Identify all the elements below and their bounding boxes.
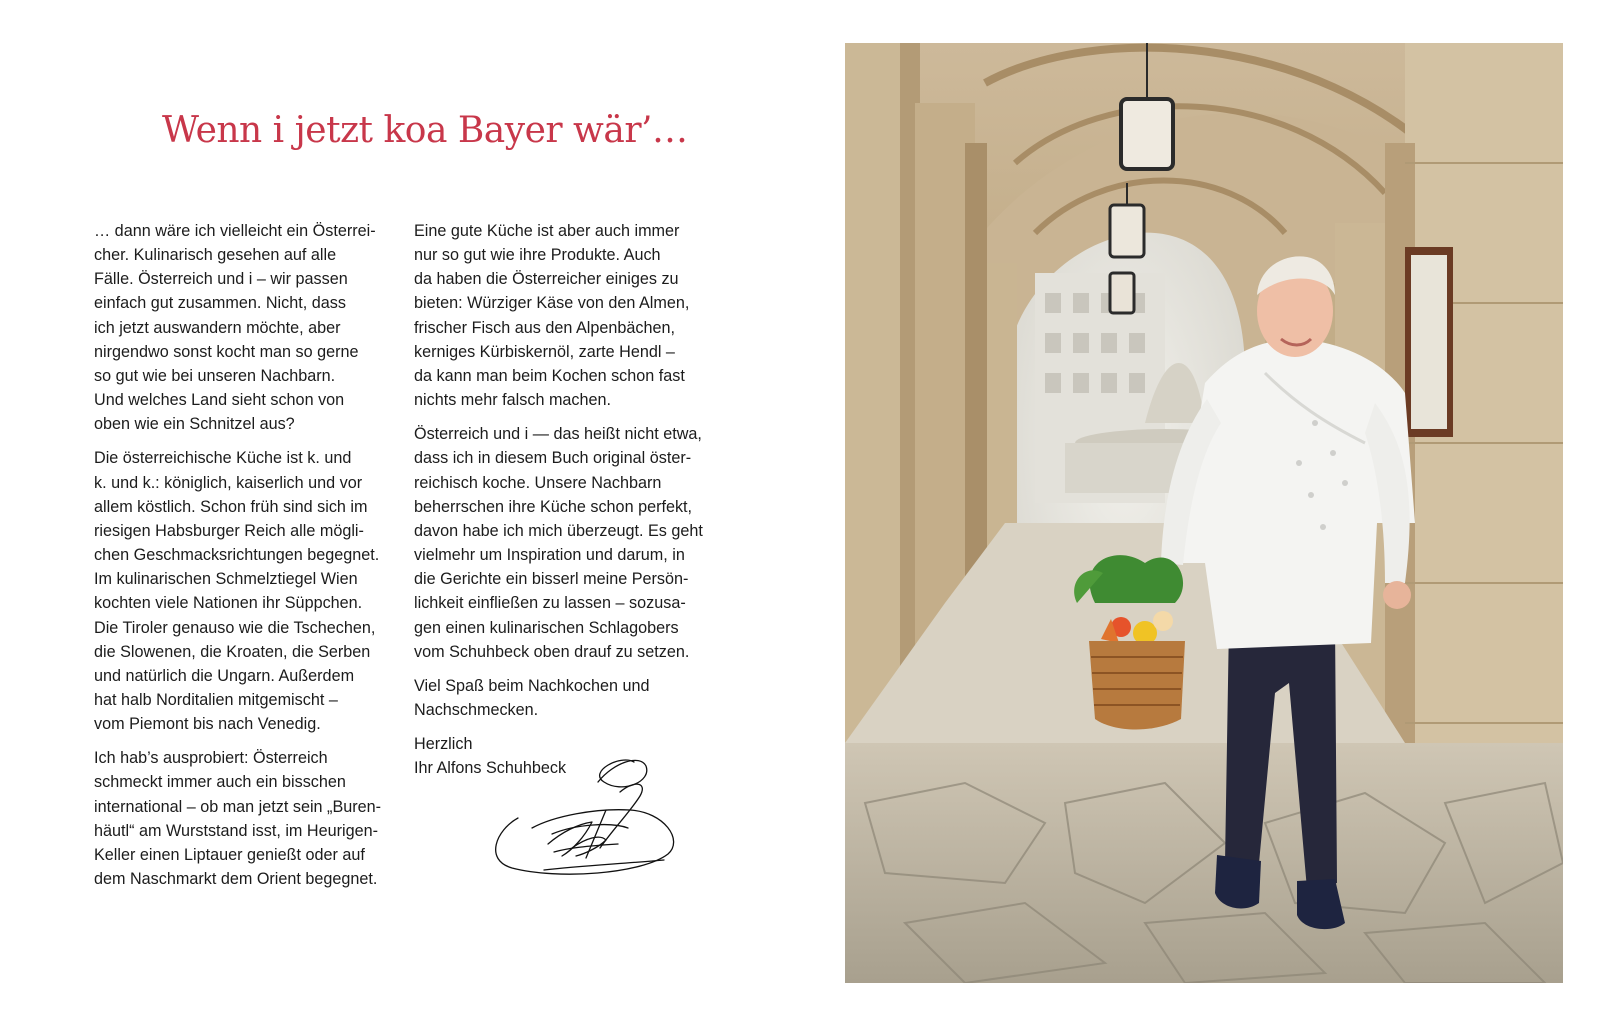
text-line: da haben die Österreicher einiges zu xyxy=(414,270,679,289)
text-line: Herzlich xyxy=(414,735,473,754)
text-line: nichts mehr falsch machen. xyxy=(414,391,612,410)
text-line: ich jetzt auswandern möchte, aber xyxy=(94,318,341,337)
text-line: Und welches Land sieht schon von xyxy=(94,391,345,410)
text-line: nirgendwo sonst kocht man so gerne xyxy=(94,342,359,361)
text-line: davon habe ich mich überzeugt. Es geht xyxy=(414,521,703,540)
text-line: Die österreichische Küche ist k. und xyxy=(94,449,352,468)
text-line: bieten: Würziger Käse von den Almen, xyxy=(414,294,690,313)
text-line: kerniges Kürbiskernöl, zarte Hendl – xyxy=(414,342,675,361)
text-line: kochten viele Nationen ihr Süppchen. xyxy=(94,594,363,613)
text-line: gen einen kulinarischen Schlagobers xyxy=(414,618,679,637)
page-title: Wenn i jetzt koa Bayer wär’… xyxy=(162,110,688,151)
text-column-left xyxy=(94,219,394,901)
text-line: da kann man beim Kochen schon fast xyxy=(414,366,685,385)
paragraph xyxy=(94,219,394,436)
paragraph xyxy=(414,219,714,412)
text-line: nur so gut wie ihre Produkte. Auch xyxy=(414,246,661,265)
text-line: oben wie ein Schnitzel aus? xyxy=(94,415,295,434)
text-line: riesigen Habsburger Reich alle mögli- xyxy=(94,521,364,540)
text-line: Viel Spaß beim Nachkochen und xyxy=(414,676,650,695)
text-line: Eine gute Küche ist aber auch immer xyxy=(414,222,680,240)
text-line: Ich hab’s ausprobiert: Österreich xyxy=(94,749,328,768)
text-line: Fälle. Österreich und i – wir passen xyxy=(94,270,348,289)
text-line: Nachschmecken. xyxy=(414,700,539,719)
text-line: Die Tiroler genauso wie die Tschechen, xyxy=(94,618,376,637)
text-line: frischer Fisch aus den Alpenbächen, xyxy=(414,318,675,337)
chef-photo xyxy=(845,43,1563,983)
text-line: hat halb Norditalien mitgemischt – xyxy=(94,690,338,709)
text-line: dem Naschmarkt dem Orient begegnet. xyxy=(94,870,378,889)
text-line: häutl“ am Wurststand isst, im Heurigen- xyxy=(94,821,378,840)
text-column-right xyxy=(414,219,714,790)
paragraph xyxy=(94,446,394,736)
text-line: international – ob man jetzt sein „Buren- xyxy=(94,797,382,816)
signature-icon xyxy=(488,752,694,877)
paragraph xyxy=(94,746,394,891)
text-line: vom Piemont bis nach Venedig. xyxy=(94,715,321,734)
text-line: Ihr Alfons Schuhbeck xyxy=(414,759,567,778)
text-line: Im kulinarischen Schmelztiegel Wien xyxy=(94,570,358,589)
paragraph xyxy=(414,422,714,664)
text-line: beherrschen ihre Küche schon perfekt, xyxy=(414,497,693,516)
text-line: allem köstlich. Schon früh sind sich im xyxy=(94,497,368,516)
text-line: Österreich und i — das heißt nicht etwa, xyxy=(414,425,702,444)
paragraph xyxy=(414,674,714,722)
photo-icon xyxy=(845,43,1563,983)
text-line: Keller einen Liptauer genießt oder auf xyxy=(94,845,365,864)
text-line: so gut wie bei unseren Nachbarn. xyxy=(94,366,336,385)
text-line: chen Geschmacksrichtungen begegnet. xyxy=(94,546,380,565)
text-line: … dann wäre ich vielleicht ein Österrei- xyxy=(94,222,376,240)
text-line: die Slowenen, die Kroaten, die Serben xyxy=(94,642,371,661)
text-line: schmeckt immer auch ein bisschen xyxy=(94,773,346,792)
text-line: einfach gut zusammen. Nicht, dass xyxy=(94,294,346,313)
text-line: die Gerichte ein bisserl meine Persön- xyxy=(414,570,689,589)
text-line: cher. Kulinarisch gesehen auf alle xyxy=(94,246,337,265)
text-line: k. und k.: königlich, kaiserlich und vor xyxy=(94,473,363,492)
text-line: lichkeit einfließen zu lassen – sozusa- xyxy=(414,594,686,613)
text-line: reichisch koche. Unsere Nachbarn xyxy=(414,473,662,492)
text-line: und natürlich die Ungarn. Außerdem xyxy=(94,666,355,685)
text-line: dass ich in diesem Buch original öster- xyxy=(414,449,692,468)
text-line: vielmehr um Inspiration und darum, in xyxy=(414,546,685,565)
text-line: vom Schuhbeck oben drauf zu setzen. xyxy=(414,642,690,661)
